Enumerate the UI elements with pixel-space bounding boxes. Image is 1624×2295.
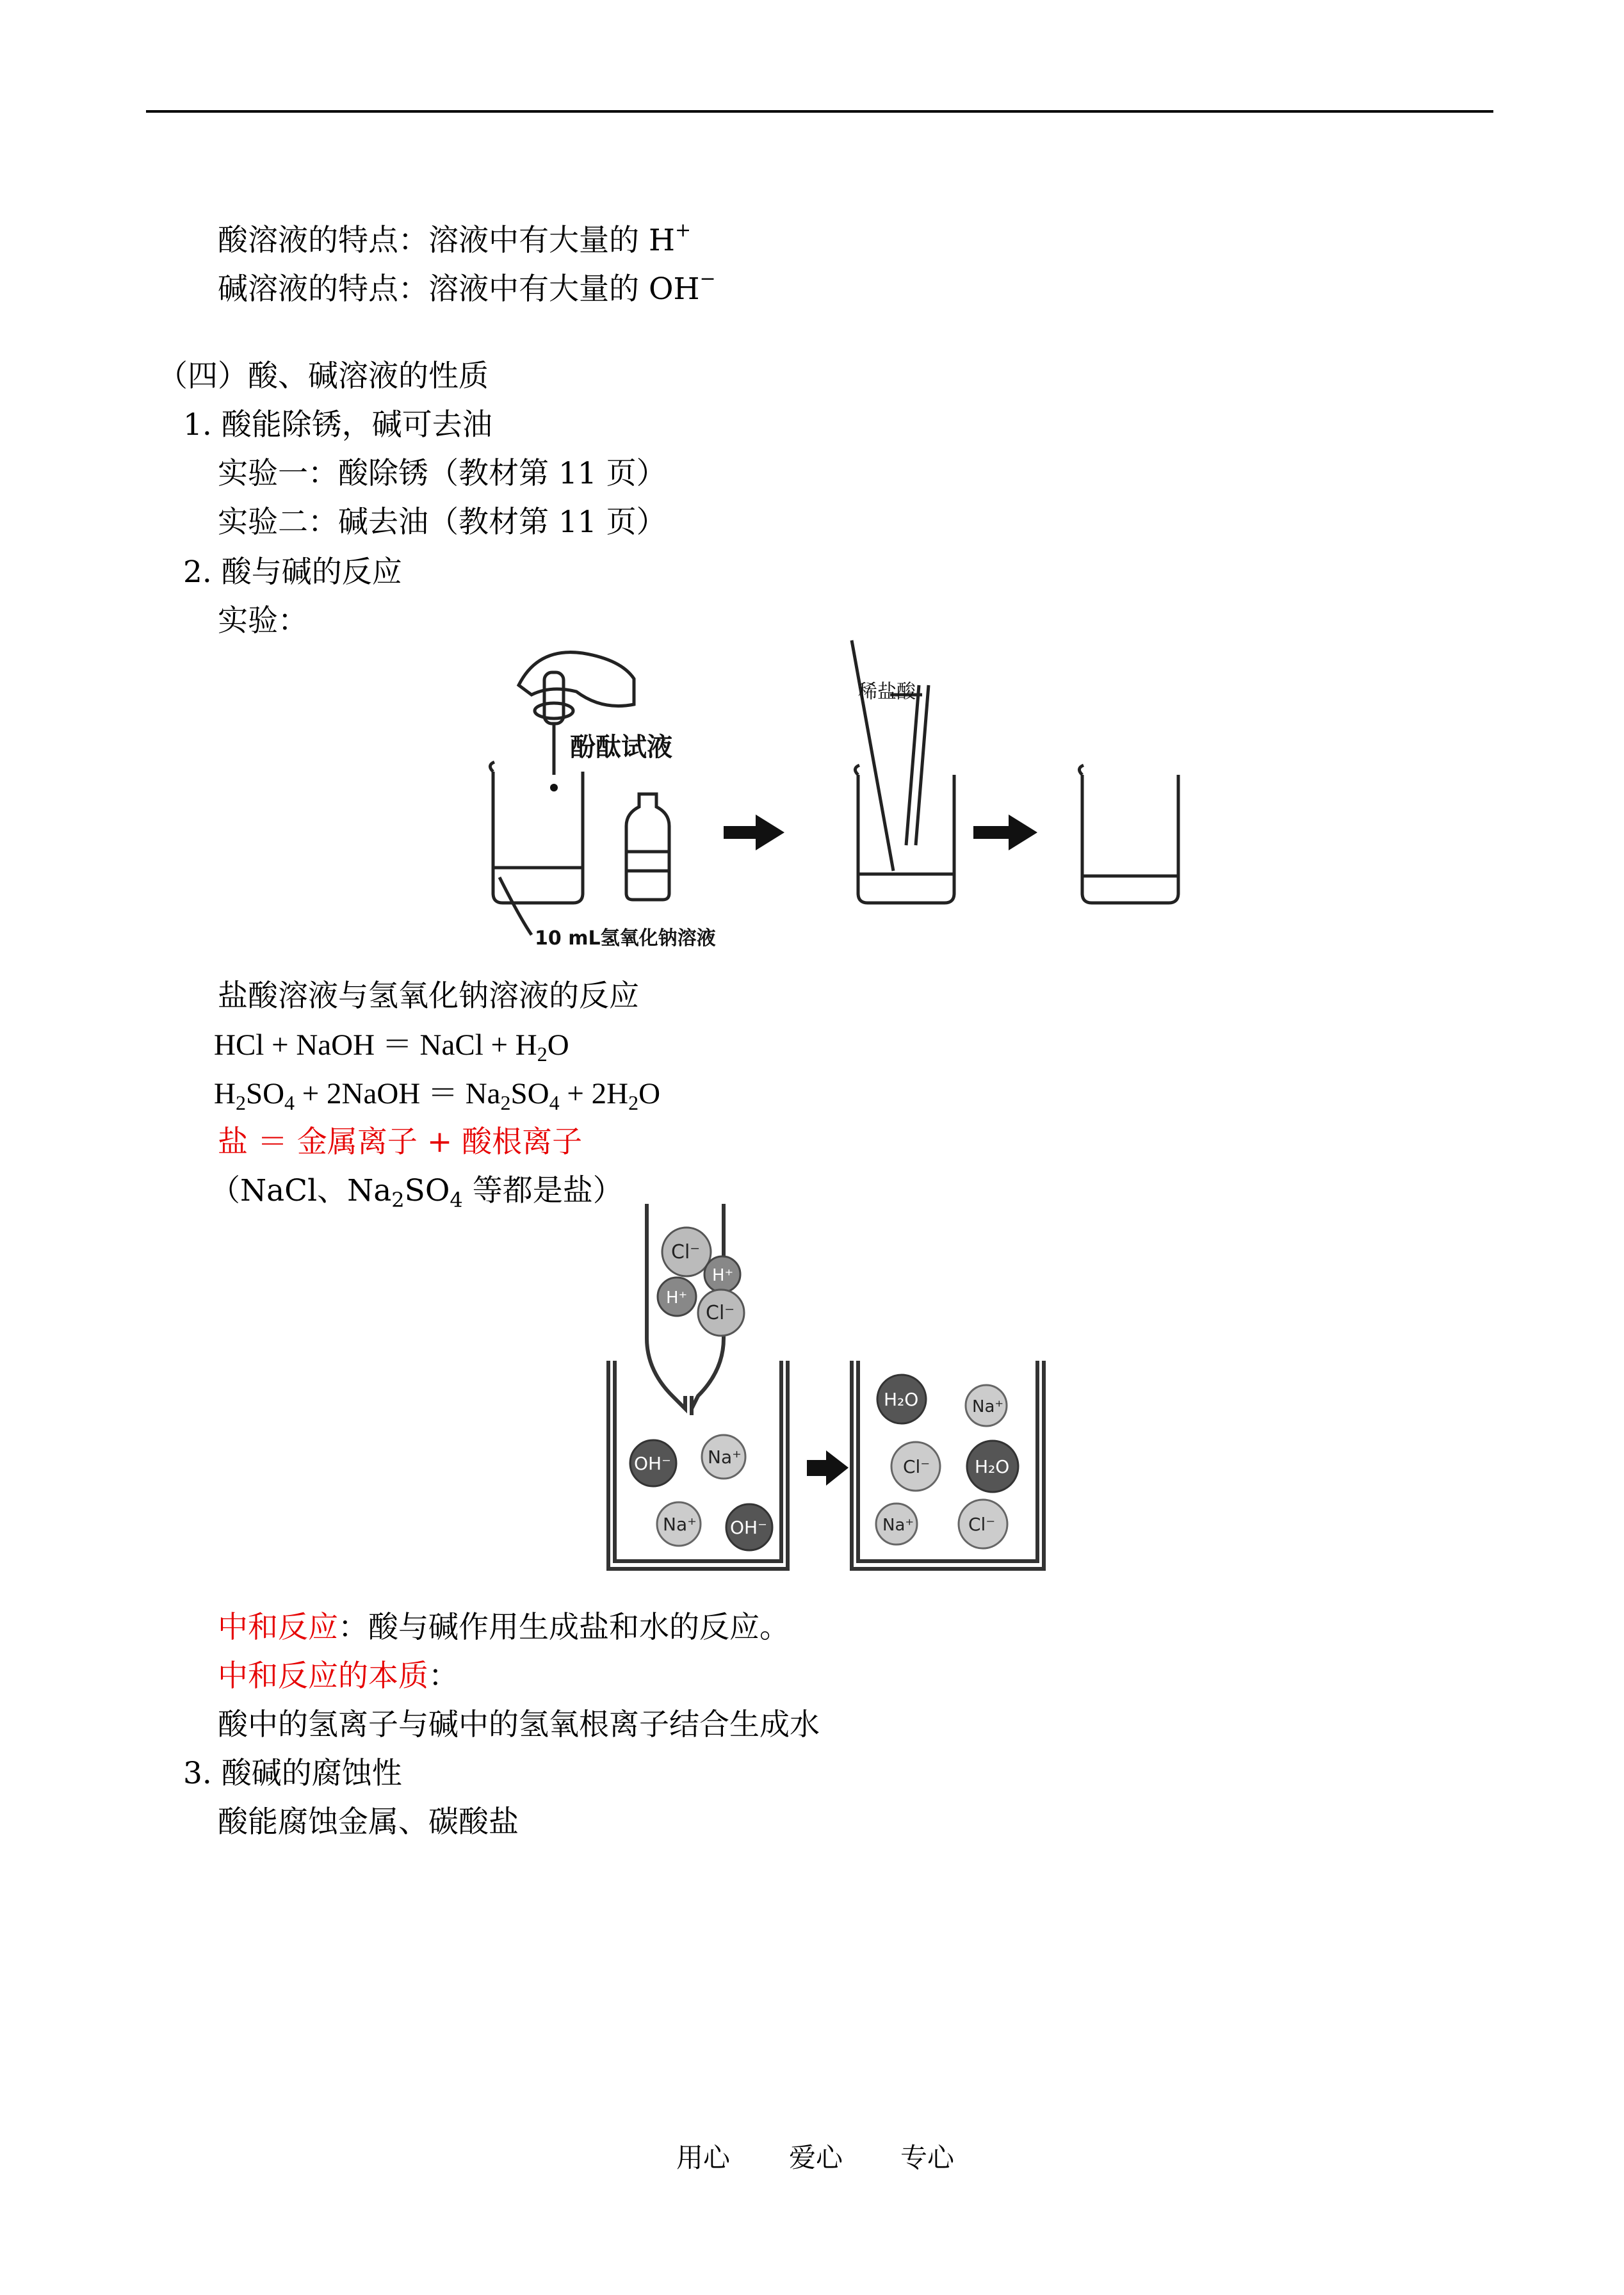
svg-text:Cl⁻: Cl⁻ (903, 1456, 930, 1477)
item-3-text: 酸能腐蚀金属、碳酸盐 (218, 1804, 519, 1840)
section-heading: （四）酸、碱溶液的性质 (158, 359, 489, 394)
svg-text:Cl⁻: Cl⁻ (706, 1302, 735, 1324)
neutralization-essence-text: 酸中的氢离子与碱中的氢氧根离子结合生成水 (218, 1707, 820, 1742)
svg-text:Na⁺: Na⁺ (663, 1514, 697, 1535)
beaker-2 (855, 765, 954, 903)
experiment-figure (474, 634, 1198, 954)
neutralization-definition: 中和反应：酸与碱作用生成盐和水的反应。 (218, 1610, 790, 1645)
neutralization-term: 中和反应 (218, 1610, 338, 1645)
ion-figure (596, 1204, 1057, 1588)
svg-text:Cl⁻: Cl⁻ (671, 1241, 701, 1263)
svg-text:H⁺: H⁺ (712, 1266, 734, 1285)
arrow-icon-3 (807, 1450, 849, 1486)
base-feature-line (218, 260, 716, 309)
svg-text:H₂O: H₂O (975, 1456, 1010, 1477)
svg-text:Na⁺: Na⁺ (972, 1397, 1004, 1416)
beaker-label: 10 mL氢氧化钠溶液 (535, 927, 716, 950)
base-feature-text: 碱溶液的特点：溶液中有大量的 OH (218, 272, 700, 307)
svg-text:Cl⁻: Cl⁻ (968, 1514, 996, 1535)
svg-text:Na⁺: Na⁺ (708, 1447, 742, 1468)
equation-1: HCl + NaOH ＝ NaCl + $H_2O$ (214, 1028, 569, 1066)
experiment-label: 实验： (218, 603, 308, 638)
acid-feature-line (218, 211, 691, 260)
svg-text:H⁺: H⁺ (666, 1288, 688, 1308)
footer-c: 专心 (900, 2142, 955, 2173)
ion-particles (630, 1228, 1018, 1550)
svg-text:Na⁺: Na⁺ (882, 1516, 914, 1535)
footer-a: 用心 (676, 2142, 731, 2173)
experiment-2: 实验二：碱去油（教材第 11 页） (218, 505, 667, 540)
svg-text:OH⁻: OH⁻ (730, 1517, 767, 1538)
neutralization-essence-label: 中和反应的本质： (218, 1658, 459, 1694)
arrow-icon-1 (724, 815, 784, 850)
hand-icon (519, 653, 634, 706)
beaker-3 (1079, 765, 1178, 903)
item-3: 3. 酸碱的腐蚀性 (183, 1756, 402, 1791)
beaker-1 (490, 762, 583, 903)
footer-b: 爱心 (789, 2142, 843, 2173)
acid-feature-sup: + (674, 219, 692, 241)
header-rule (146, 110, 1493, 113)
reaction-title: 盐酸溶液与氢氧化钠溶液的反应 (218, 978, 639, 1014)
experiment-1: 实验一：酸除锈（教材第 11 页） (218, 456, 667, 491)
indicator-label: 酚酞试液 (570, 733, 672, 762)
indicator-bottle (626, 794, 669, 900)
base-feature-sup: − (699, 268, 716, 290)
acid-label: 稀盐酸 (858, 681, 916, 703)
equation-2: $H_2SO_4$ + 2NaOH ＝ $Na_2SO_4 + 2H_2O$ (214, 1077, 661, 1114)
arrow-icon-2 (973, 815, 1037, 850)
svg-text:H₂O: H₂O (884, 1389, 919, 1410)
acid-feature-text: 酸溶液的特点：溶液中有大量的 H (218, 223, 675, 258)
item-1: 1. 酸能除锈，碱可去油 (183, 407, 492, 442)
salt-definition: 盐 ＝ 金属离子 + 酸根离子 (218, 1124, 583, 1160)
item-2: 2. 酸与碱的反应 (183, 555, 402, 590)
svg-text:OH⁻: OH⁻ (634, 1453, 671, 1474)
salt-note: （NaCl、$Na_2SO_4$ 等都是盐） (210, 1173, 623, 1212)
